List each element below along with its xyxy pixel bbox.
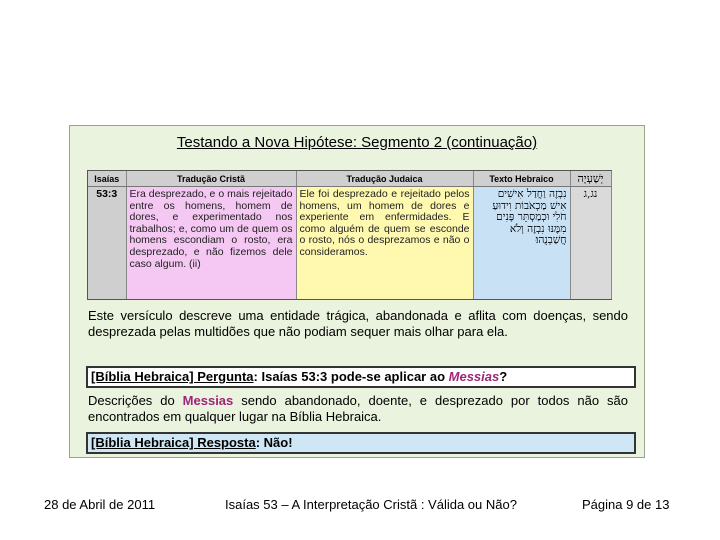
hebrew-reference: נג,ג	[570, 187, 611, 300]
answer-box	[86, 432, 636, 454]
question-box	[86, 366, 636, 388]
question-label: [Bíblia Hebraica] Pergunta	[91, 369, 254, 384]
messias-highlight: Messias	[182, 393, 234, 408]
christian-translation: Era desprezado, e o mais rejeitado entre os homens, homem de dores, e experimentado nos trabalhos; e, como um de quem os homens escondiam o rosto, era desprezado, e não fizemos dele caso algum. (ii)	[126, 187, 296, 300]
question-end: ?	[499, 369, 508, 384]
answer-text: : Não!	[255, 435, 293, 450]
hebrew-line: מִמֶּנּוּ נִבְזֶה וְלֹא	[509, 222, 567, 235]
slide-content-box	[69, 125, 645, 458]
paragraph-messias	[88, 393, 628, 425]
header-hebrew-name: יְשַׁעְיָה	[570, 171, 611, 187]
footer-date: 28 de Abril de 2011	[44, 497, 156, 512]
header-hebrew-text: Texto Hebraico	[473, 171, 570, 187]
answer-label: [Bíblia Hebraica] Resposta	[91, 435, 256, 450]
page-number: Página 9 de 13	[582, 497, 670, 512]
paragraph2-start: Descrições do	[88, 393, 183, 408]
hebrew-line: חֲשַׁבְנֻהוּ׃	[535, 234, 567, 247]
messias-highlight: Messias	[448, 369, 500, 384]
hebrew-line: חֹלִי וּכְמַסְתֵּר פָּנִים	[496, 211, 567, 224]
table-row	[88, 187, 611, 300]
verse-reference: 53:3	[88, 187, 126, 300]
header-jewish: Tradução Judaica	[296, 171, 473, 187]
paragraph-description: Este versículo descreve uma entidade trágica, abandonada e aflita com doenças, sendo desprezada pelas multidões que não podiam sequer mais olhar para ela.	[88, 308, 628, 339]
header-isaias: Isaías	[88, 171, 126, 187]
footer-title: Isaías 53 – A Interpretação Cristã : Válida ou Não?	[225, 497, 517, 512]
hebrew-line: נִבְזֶה וַחֲדַל אִישִׁים	[497, 188, 567, 200]
hebrew-line: אִישׁ מַכְאֹבוֹת וִידוּעַ	[492, 199, 567, 212]
slide-title: Testando a Nova Hipótese: Segmento 2 (continuação)	[176, 134, 538, 151]
paragraph2-end: sendo abandonado, doente, e desprezado por todos não são encontrados em qualquer lugar na Bíblia Hebraica.	[88, 393, 628, 424]
hebrew-text	[473, 187, 570, 300]
header-christian: Tradução Cristã	[126, 171, 296, 187]
table-header-row	[88, 171, 611, 187]
verse-table	[87, 170, 612, 300]
question-text: : Isaías 53:3 pode-se aplicar ao	[253, 369, 449, 384]
jewish-translation: Ele foi desprezado e rejeitado pelos homens, um homem de dores e experiente em enfermidades. E como alguém de quem se esconde o rosto, nós o desprezamos e não o consideramos.	[296, 187, 473, 300]
